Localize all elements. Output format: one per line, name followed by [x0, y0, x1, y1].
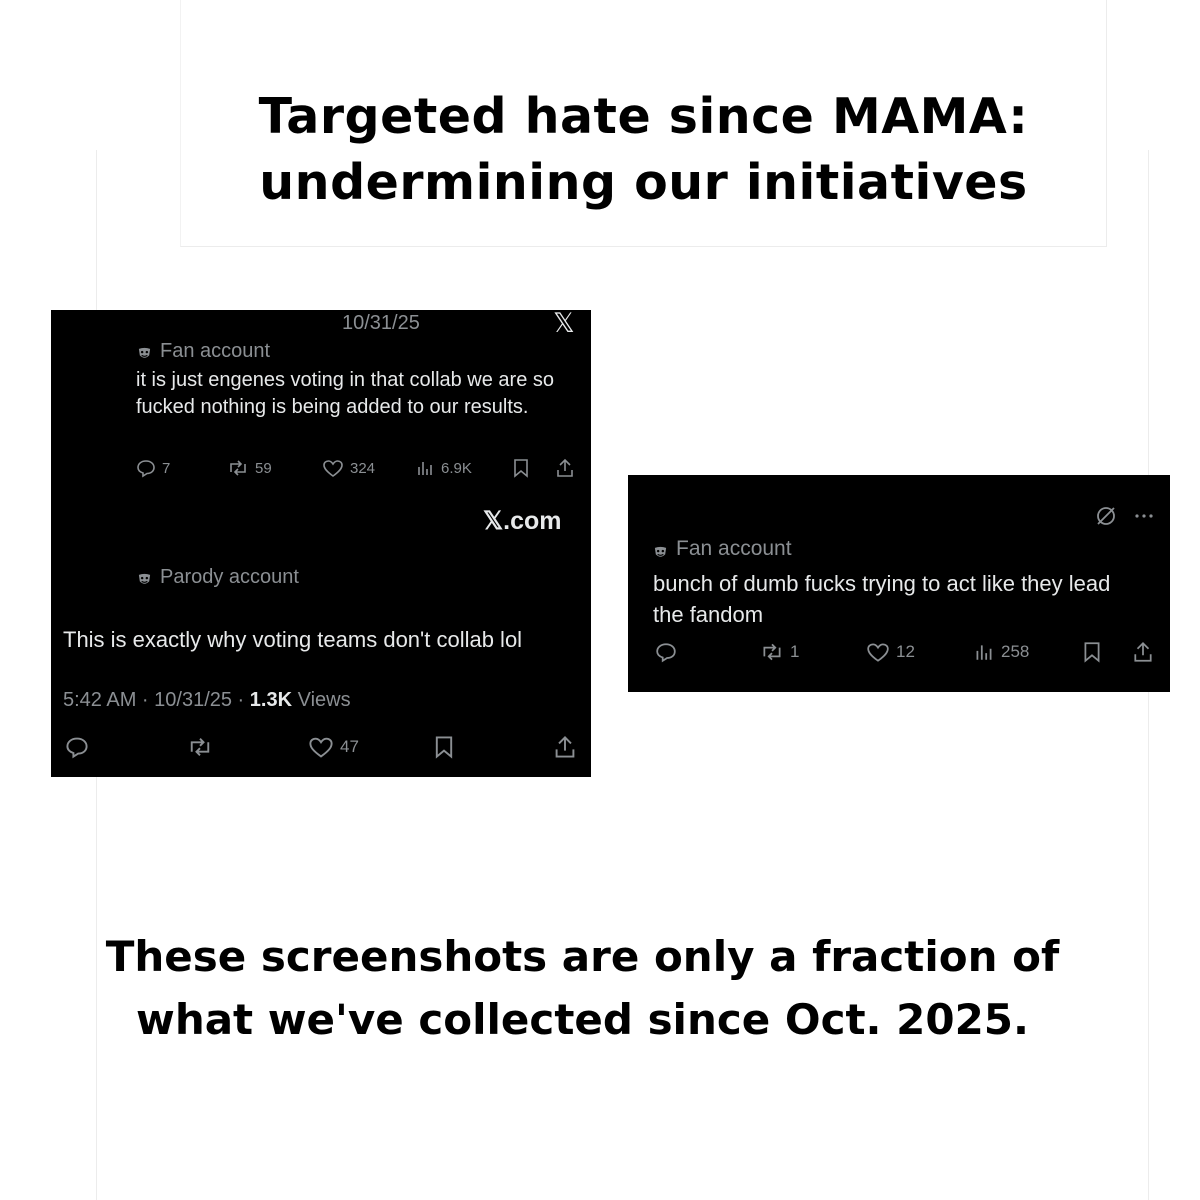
post1-account: [137, 340, 270, 363]
post3-reply-button[interactable]: [655, 641, 677, 663]
title-line-2: undermining our initiatives: [259, 154, 1028, 211]
grok-button[interactable]: [1095, 505, 1117, 527]
post1-share-button[interactable]: [555, 458, 575, 478]
post2-repost-button[interactable]: [187, 735, 213, 759]
like-icon: [308, 735, 334, 759]
site-label: 𝕏.com: [483, 507, 562, 535]
post3-account: [653, 537, 792, 561]
post1-reply-count: 7: [162, 459, 171, 477]
post1-bookmark-button[interactable]: [511, 458, 531, 478]
repost-icon: [227, 458, 249, 478]
title-box: [180, 0, 1107, 247]
more-button[interactable]: [1133, 505, 1155, 527]
post3-share-button[interactable]: [1132, 641, 1154, 663]
post3-like-button[interactable]: [866, 641, 915, 663]
post2-share-button[interactable]: [553, 735, 577, 759]
views-icon: [973, 641, 995, 663]
views-icon: [415, 458, 435, 478]
post3-bookmark-button[interactable]: [1081, 641, 1103, 663]
post3-views-button[interactable]: [973, 641, 1029, 663]
page-title: [181, 84, 1106, 216]
repost-icon: [187, 735, 213, 759]
bookmark-icon: [511, 458, 531, 478]
post3-like-count: 12: [896, 642, 915, 661]
share-icon: [1132, 641, 1154, 663]
post3-account-label: Fan account: [676, 537, 792, 560]
post3-repost-count: 1: [790, 642, 800, 661]
reply-icon: [655, 641, 677, 663]
grok-icon: [1095, 505, 1117, 527]
post1-account-label: Fan account: [160, 340, 271, 362]
post1-reply-button[interactable]: [136, 458, 170, 478]
post1-like-count: 324: [350, 459, 376, 477]
post2-timestamp: 5:42 AM · 10/31/25 ·: [63, 689, 250, 711]
more-icon: [1133, 505, 1155, 527]
post3-views-count: 258: [1001, 642, 1030, 661]
reply-icon: [65, 735, 89, 759]
reply-icon: [136, 458, 156, 478]
share-icon: [553, 735, 577, 759]
post1-views-count: 6.9K: [441, 459, 472, 477]
screenshot-1: [51, 310, 591, 777]
post2-like-button[interactable]: [308, 735, 359, 759]
post2-account: [137, 566, 299, 589]
post2-account-label: Parody account: [160, 566, 299, 588]
mask-icon: [137, 344, 152, 359]
date-header: 10/31/25: [342, 312, 420, 334]
like-icon: [322, 458, 344, 478]
mask-icon: [137, 570, 152, 585]
screenshot-2: [628, 475, 1170, 692]
bookmark-icon: [432, 735, 456, 759]
post2-like-count: 47: [340, 737, 359, 756]
post1-text: it is just engenes voting in that collab we are so fucked nothing is being added to our results.: [136, 369, 555, 418]
post2-views-label: Views: [292, 689, 351, 711]
post1-like-button[interactable]: [322, 458, 375, 478]
post1-repost-button[interactable]: [227, 458, 272, 478]
post2-text: This is exactly why voting teams don't collab lol: [63, 627, 523, 652]
bottom-caption: [0, 925, 1200, 1051]
share-icon: [555, 458, 575, 478]
bottom-line-2: what we've collected since Oct. 2025.: [136, 995, 1029, 1044]
mask-icon: [653, 542, 668, 557]
like-icon: [866, 641, 890, 663]
post2-meta: [63, 689, 351, 712]
post2-views-count: 1.3K: [249, 689, 293, 711]
post3-repost-button[interactable]: [760, 641, 799, 663]
bookmark-icon: [1081, 641, 1103, 663]
repost-icon: [760, 641, 784, 663]
post2-bookmark-button[interactable]: [432, 735, 456, 759]
post1-repost-count: 59: [255, 459, 272, 477]
post2-reply-button[interactable]: [65, 735, 89, 759]
post3-text: bunch of dumb fucks trying to act like they lead the fandom: [653, 571, 1111, 627]
title-line-1: Targeted hate since MAMA:: [258, 88, 1029, 145]
post1-views-button[interactable]: [415, 458, 472, 478]
x-logo-icon[interactable]: 𝕏: [553, 308, 575, 338]
bottom-line-1: These screenshots are only a fraction of: [105, 932, 1060, 981]
